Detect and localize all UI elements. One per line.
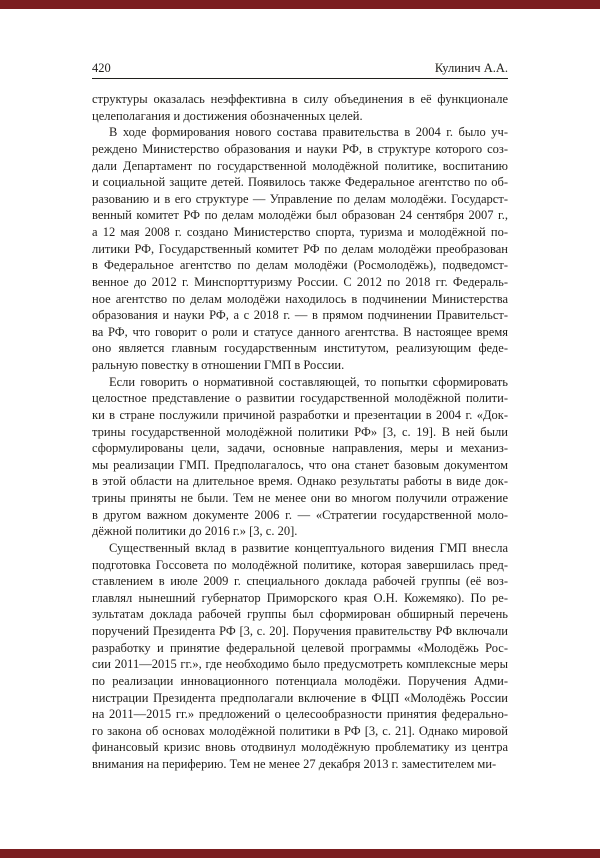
text-line: го закона об основах молодёжной политики в РФ [3, с. 21]. Однако мировой <box>92 723 508 738</box>
paragraph <box>92 91 508 124</box>
paragraph <box>92 540 508 773</box>
text-line: реждено Министерство образования и науки РФ, в структуре которого соз- <box>92 141 508 156</box>
text-line: оно является главным государственным институтом, реализующим феде- <box>92 341 508 356</box>
text-line: по реализации инновационного потенциала молодёжи. Поручения Адми- <box>92 673 508 688</box>
text-line: на 2011—2015 гг.» предложений о целесообразности принятия федерально- <box>92 707 508 722</box>
text-line: венный комитет РФ по делам молодёжи был образован 24 сентября 2007 г., <box>92 208 508 223</box>
text-line: ное агентство по делам молодёжи находилось в подчинении Министерства <box>92 291 508 306</box>
running-header <box>92 61 508 76</box>
page-number: 420 <box>92 61 111 75</box>
text-line: целостное представление о развитии государственной молодёжной полити- <box>92 391 508 406</box>
text-line: ставлением в июле 2009 г. специального доклада рабочей группы (её воз- <box>92 574 508 589</box>
paragraph <box>92 124 508 373</box>
text-line: Если говорить о нормативной составляющей, то попытки сформировать <box>109 374 508 389</box>
text-line: трины приняты не были. Тем не менее они во многом получили отражение <box>92 491 508 505</box>
text-line: мы реализации ГМП. Предполагалось, что она станет базовым документом <box>92 457 508 472</box>
viewer-edge-bottom <box>0 849 600 858</box>
text-line: сии 2011—2015 гг.», где необходимо было предусмотреть комплексные меры <box>92 657 508 672</box>
text-line: ва РФ, что говорит о роли и статусе данного агентства. В настоящее время <box>92 324 508 339</box>
text-line: и социальной защите детей. Появилось также Федеральное агентство по об- <box>92 175 508 190</box>
paragraph <box>92 374 508 540</box>
text-line: ральную повестку в отношении ГМП в России. <box>92 358 345 372</box>
text-line: внимания на периферию. Тем не менее 27 декабря 2013 г. заместителем ми- <box>92 757 497 771</box>
text-line: поручений Президента РФ [3, с. 20]. Поручения правительству РФ включали <box>92 624 508 638</box>
text-line: а 12 мая 2008 г. создано Министерство спорта, туризма и молодёжной по- <box>92 225 508 239</box>
text-body <box>92 91 508 773</box>
text-line: главлял нынешний губернатор Приморского края О.Н. Кожемяко). По ре- <box>92 590 508 605</box>
text-line: разработку и принятие федеральной целевой программы «Молодёжь Рос- <box>92 640 508 655</box>
text-line: ки в стране послужили причиной разработки и презентации в 2004 г. «Док- <box>92 407 508 422</box>
text-line: финансовый кризис вновь отодвинул молодёжную проблематику из центра <box>92 740 508 755</box>
text-line: в этой области на длительное время. Однако результаты работы в виде док- <box>92 474 508 489</box>
text-line: венное до 2012 г. Минспорттуризму России. С 2012 по 2018 гг. Федераль- <box>92 274 508 289</box>
text-line: подготовка Госсовета по молодёжной политике, которая завершилась пред- <box>92 557 508 572</box>
text-line: дали Департамент по государственной молодёжной политике, воспитанию <box>92 158 508 173</box>
text-line: сформулированы цели, задачи, основные направления, меры и механиз- <box>92 441 508 456</box>
text-line: образования и науки РФ, а с 2018 г. — в прямом подчинении Правительст- <box>92 308 508 323</box>
author-name: Кулинич А.А. <box>434 61 508 75</box>
text-line: зультатам доклада рабочей группы был сформирован обширный перечень <box>92 607 508 622</box>
text-line: трины государственной молодёжной политики РФ» [3, с. 19]. В ней были <box>92 424 508 439</box>
text-line: Существенный вклад в развитие концептуального видения ГМП внесла <box>109 540 508 555</box>
text-line: структуры оказалась неэффективна в силу объединения в её функционале <box>92 92 508 106</box>
text-line: в другом важном документе 2006 г. — «Стратегии государственной моло- <box>92 507 508 522</box>
page-content <box>92 0 508 858</box>
text-line: в Федеральное агентство по делам молодёжи (Росмолодёжь), подведомст- <box>92 258 508 273</box>
text-line: В ходе формирования нового состава правительства в 2004 г. было уч- <box>109 125 508 140</box>
text-line: нистрации Президента предполагали включение в ФЦП «Молодёжь России <box>92 690 508 705</box>
text-line: разованию и в его структуре — Управление по делам молодёжи. Государст- <box>92 191 508 206</box>
text-line: целеполагания и достижения обозначенных целей. <box>92 108 363 123</box>
text-line: литики РФ, Государственный комитет РФ по делам молодёжи преобразован <box>92 241 508 256</box>
header-divider <box>92 78 508 79</box>
text-line: дёжной политики до 2016 г.» [3, с. 20]. <box>92 524 298 539</box>
